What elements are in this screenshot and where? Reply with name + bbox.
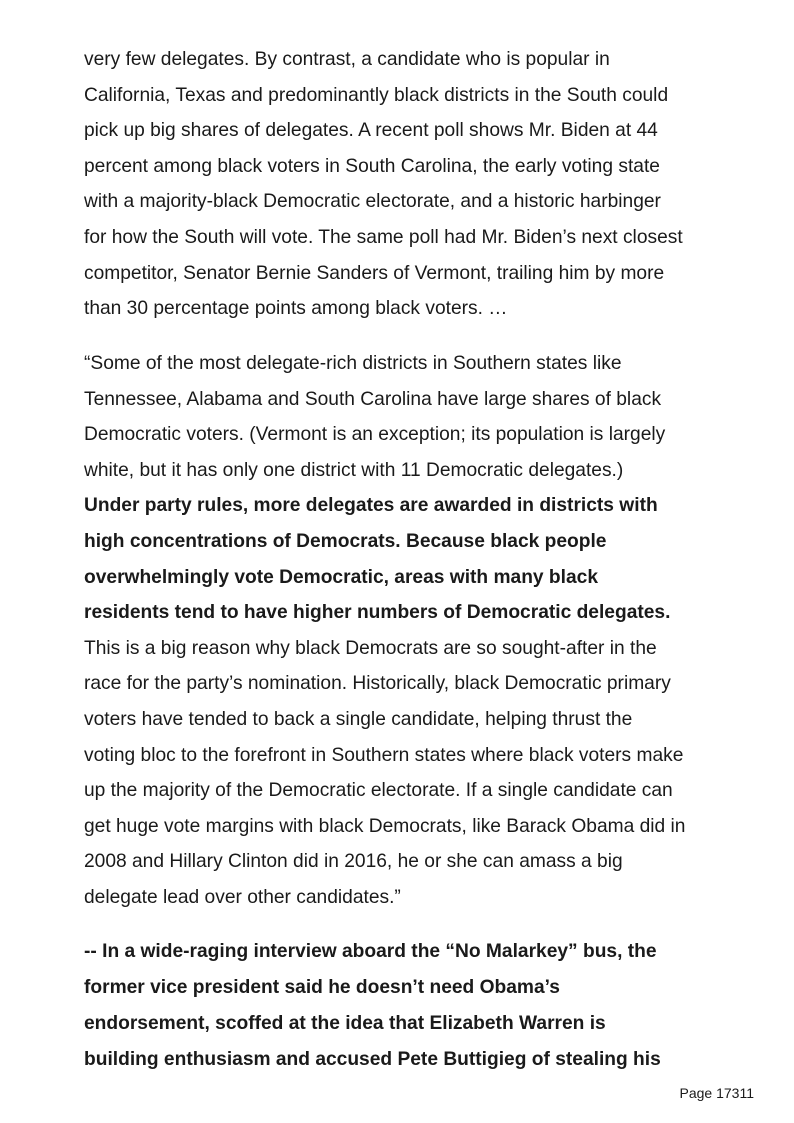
text-line: very few delegates. By contrast, a candidate who is popular in	[84, 49, 610, 70]
text-line: percent among black voters in South Carolina, the early voting state	[84, 155, 660, 177]
text-line: building enthusiasm and accused Pete Buttigieg of stealing his	[84, 1049, 661, 1070]
text-line: with a majority-black Democratic electorate, and a historic harbinger	[84, 191, 661, 213]
paragraph-2	[84, 346, 744, 916]
text-line: residents tend to have higher numbers of Democratic delegates.	[84, 602, 671, 624]
text-line: former vice president said he doesn’t need Obama’s	[84, 977, 560, 998]
text-line: “Some of the most delegate-rich districts in Southern states like	[84, 353, 622, 374]
text-line: overwhelmingly vote Democratic, areas with many black	[84, 566, 598, 588]
text-line: endorsement, scoffed at the idea that Elizabeth Warren is	[84, 1013, 606, 1034]
paragraph-1	[84, 42, 744, 327]
text-line: voting bloc to the forefront in Southern states where black voters make	[84, 744, 684, 766]
text-line: get huge vote margins with black Democrats, like Barack Obama did in	[84, 815, 686, 837]
text-line: delegate lead over other candidates.”	[84, 886, 401, 908]
text-line: This is a big reason why black Democrats are so sought-after in the	[84, 637, 657, 659]
text-line: Tennessee, Alabama and South Carolina have large shares of black	[84, 388, 662, 410]
text-line: white, but it has only one district with 11 Democratic delegates.)	[84, 459, 624, 481]
text-line: up the majority of the Democratic electorate. If a single candidate can	[84, 780, 673, 802]
text-line: Under party rules, more delegates are awarded in districts with	[84, 495, 658, 517]
text-line: race for the party’s nomination. Historically, black Democratic primary	[84, 673, 671, 695]
text-line: California, Texas and predominantly black districts in the South could	[84, 84, 669, 106]
text-line: voters have tended to back a single candidate, helping thrust the	[84, 708, 633, 730]
text-line: than 30 percentage points among black voters. …	[84, 298, 508, 320]
text-line: for how the South will vote. The same poll had Mr. Biden’s next closest	[84, 226, 683, 248]
page-number: Page 17311	[679, 1085, 754, 1101]
text-line: competitor, Senator Bernie Sanders of Vermont, trailing him by more	[84, 262, 665, 284]
text-line: pick up big shares of delegates. A recent poll shows Mr. Biden at 44	[84, 120, 658, 142]
paragraph-3	[84, 934, 744, 1078]
text-line: high concentrations of Democrats. Because black people	[84, 530, 607, 552]
text-line: -- In a wide-raging interview aboard the “No Malarkey” bus, the	[84, 941, 657, 962]
text-line: 2008 and Hillary Clinton did in 2016, he or she can amass a big	[84, 851, 623, 873]
text-line: Democratic voters. (Vermont is an exception; its population is largely	[84, 424, 666, 446]
